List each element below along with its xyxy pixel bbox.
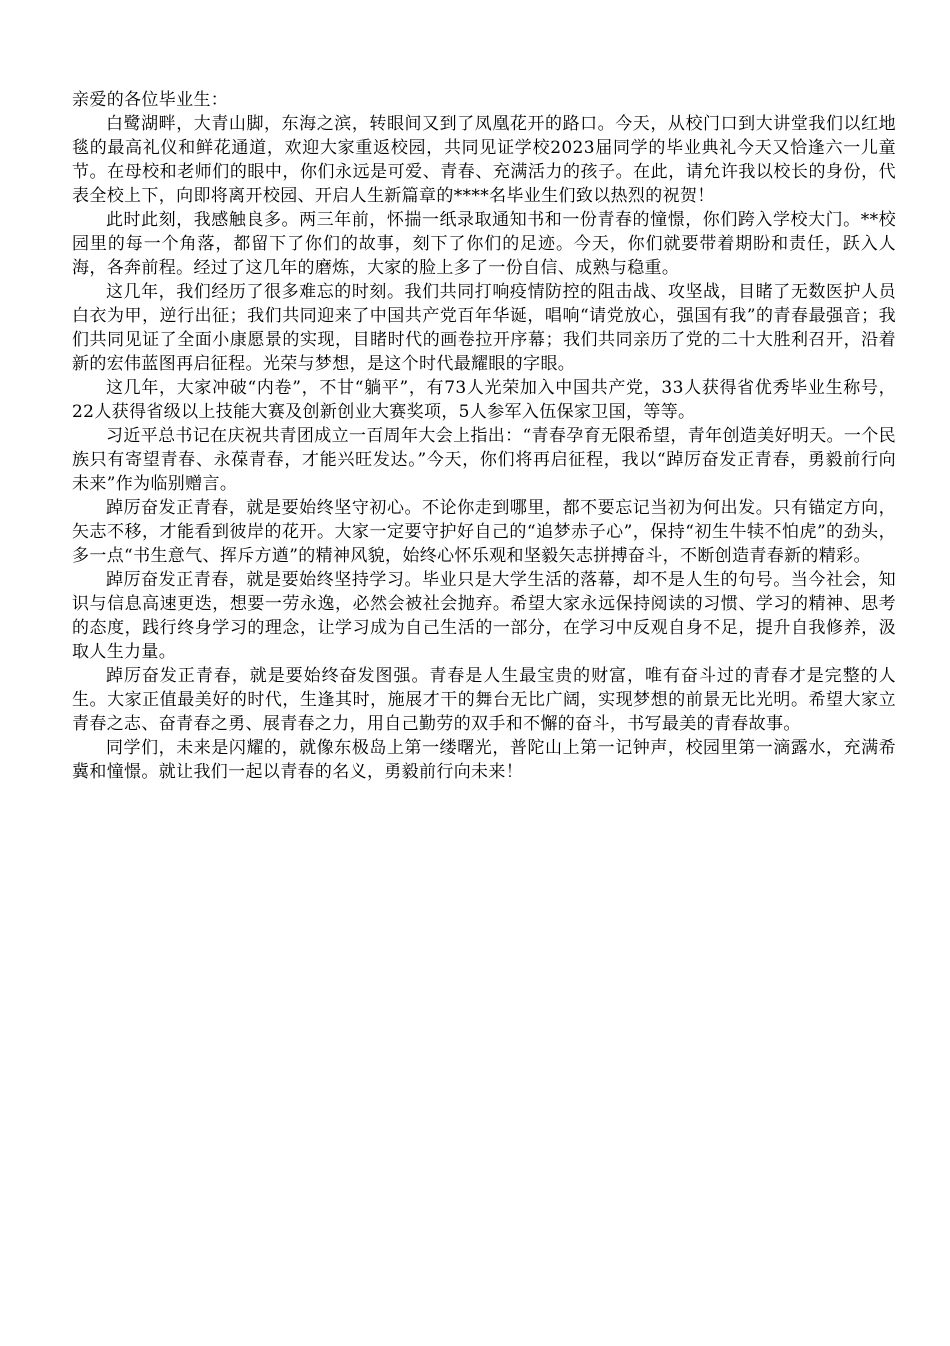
paragraph-reflection: 此时此刻，我感触良多。两三年前，怀揣一纸录取通知书和一份青春的憧憬，你们跨入学校大门。**校园里的每一个角落，都留下了你们的故事，刻下了你们的足迹。今天，你们就要带着期盼和责任，跃入人海，各奔前程。经过了这几年的磨炼，大家的脸上多了一份自信、成熟与稳重。	[72, 210, 896, 278]
document-page	[72, 88, 896, 784]
paragraph-memorable-moments: 这几年，我们经历了很多难忘的时刻。我们共同打响疫情防控的阻击战、攻坚战，目睹了无数医护人员白衣为甲，逆行出征；我们共同迎来了中国共产党百年华诞，唱响“请党放心，强国有我”的青春最强音；我们共同见证了全面小康愿景的实现，目睹时代的画卷拉开序幕；我们共同亲历了党的二十大胜利召开，沿着新的宏伟蓝图再启征程。光荣与梦想，是这个时代最耀眼的字眼。	[72, 282, 896, 374]
paragraph-lifelong-learning: 踔厉奋发正青春，就是要始终坚持学习。毕业只是大学生活的落幕，却不是人生的句号。当今社会，知识与信息高速更迭，想要一劳永逸，必然会被社会抛弃。希望大家永远保持阅读的习惯、学习的精神、思考的态度，践行终身学习的理念，让学习成为自己生活的一部分，在学习中反观自身不足，提升自我修养，汲取人生力量。	[72, 570, 896, 662]
paragraph-opening: 白鹭湖畔，大青山脚，东海之滨，转眼间又到了凤凰花开的路口。今天，从校门口到大讲堂我们以红地毯的最高礼仪和鲜花通道，欢迎大家重返校园，共同见证学校2023届同学的毕业典礼今天又恰逢六一儿童节。在母校和老师们的眼中，你们永远是可爱、青春、充满活力的孩子。在此，请允许我以校长的身份，代表全校上下，向即将离开校园、开启人生新篇章的****名毕业生们致以热烈的祝贺！	[72, 114, 896, 206]
paragraph-strive: 踔厉奋发正青春，就是要始终奋发图强。青春是人生最宝贵的财富，唯有奋斗过的青春才是完整的人生。大家正值最美好的时代，生逢其时，施展才干的舞台无比广阔，实现梦想的前景无比光明。希望大家立青春之志、奋青春之勇、展青春之力，用自己勤劳的双手和不懈的奋斗，书写最美的青春故事。	[72, 666, 896, 734]
greeting: 亲爱的各位毕业生：	[72, 90, 229, 110]
paragraph-quote: 习近平总书记在庆祝共青团成立一百周年大会上指出：“青春孕育无限希望，青年创造美好明天。一个民族只有寄望青春、永葆青春，才能兴旺发达。”今天，你们将再启征程，我以“踔厉奋发正青春，勇毅前行向未来”作为临别赠言。	[72, 426, 896, 494]
paragraph-closing: 同学们，未来是闪耀的，就像东极岛上第一缕曙光，普陀山上第一记钟声，校园里第一滴露水，充满希冀和憧憬。就让我们一起以青春的名义，勇毅前行向未来！	[72, 738, 896, 782]
paragraph-original-aspiration: 踔厉奋发正青春，就是要始终坚守初心。不论你走到哪里，都不要忘记当初为何出发。只有锚定方向，矢志不移，才能看到彼岸的花开。大家一定要守护好自己的“追梦赤子心”，保持“初生牛犊不怕虎”的劲头，多一点“书生意气、挥斥方遒”的精神风貌，始终心怀乐观和坚毅矢志拼搏奋斗，不断创造青春新的精彩。	[72, 498, 896, 566]
paragraph-achievements: 这几年，大家冲破“内卷”，不甘“躺平”，有73人光荣加入中国共产党，33人获得省优秀毕业生称号，22人获得省级以上技能大赛及创新创业大赛奖项，5人参军入伍保家卫国，等等。	[72, 378, 896, 422]
